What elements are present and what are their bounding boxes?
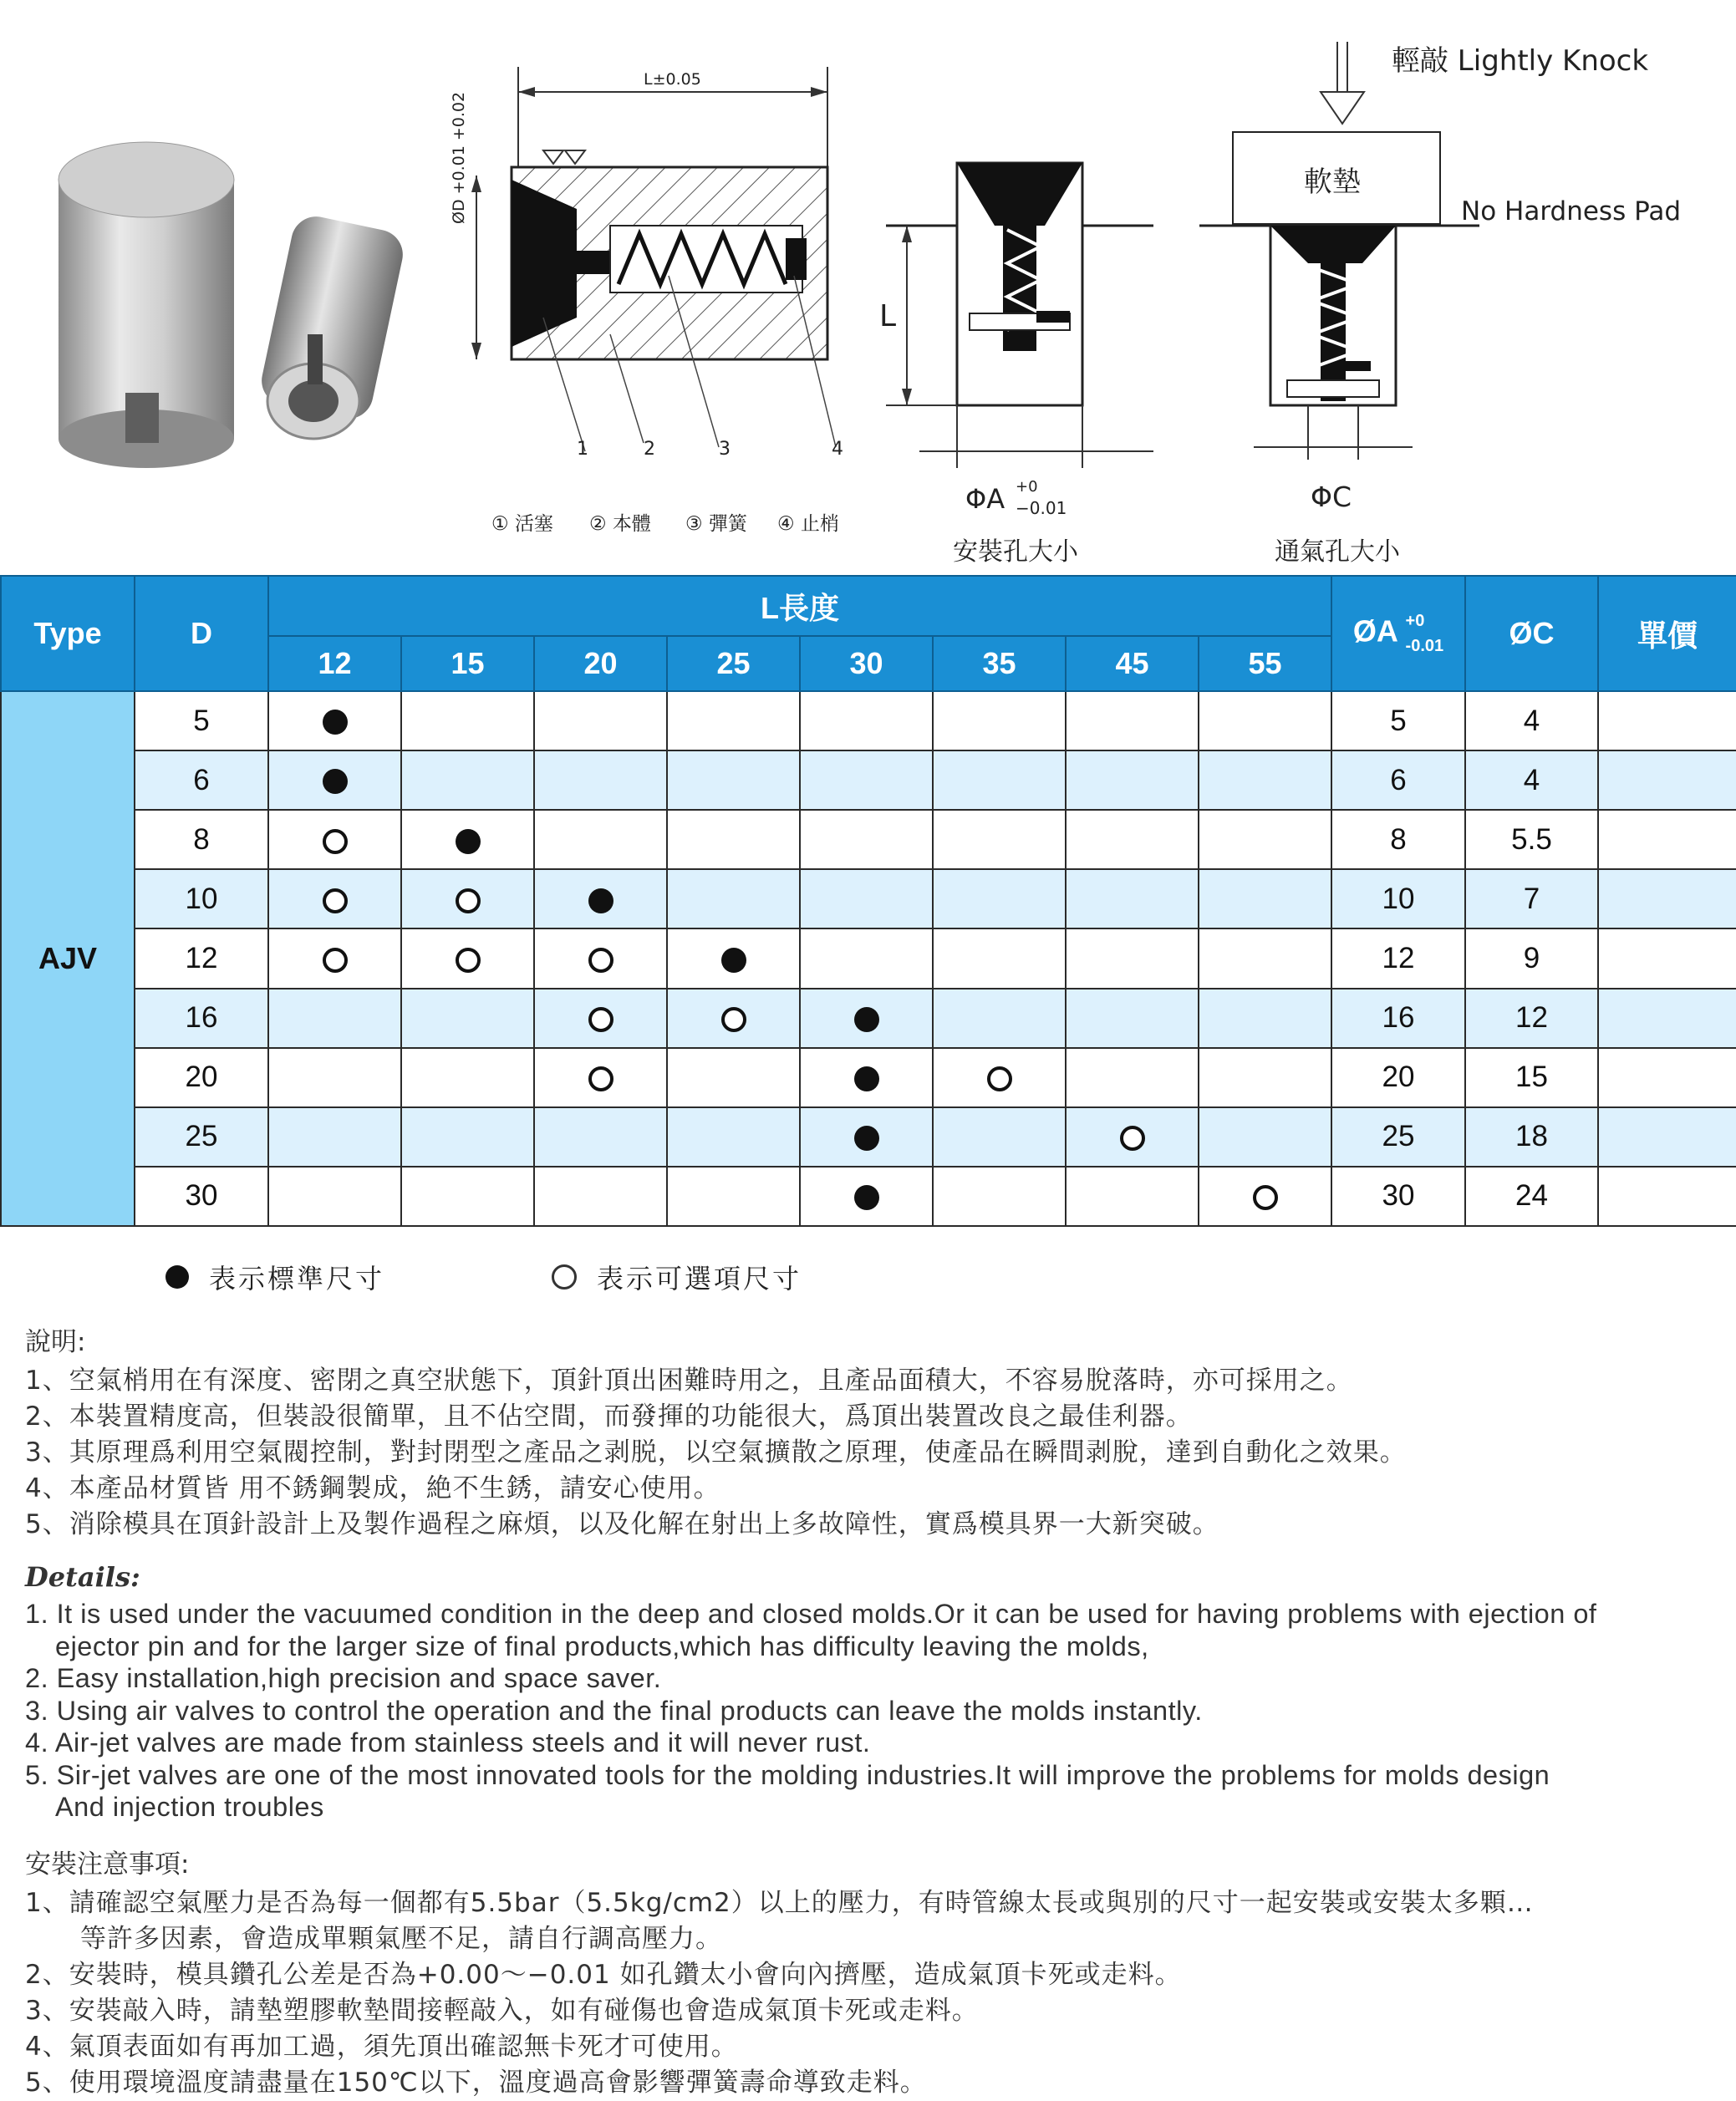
availability-cell xyxy=(1199,928,1331,988)
details-item: And injection troubles xyxy=(55,1792,324,1822)
details-item: 4. Air-jet valves are made from stainless steels and it will never rust. xyxy=(25,1727,871,1758)
install-item: 2、安裝時，模具鑽孔公差是否為+0.00～−0.01 如孔鑽太小會向內擠壓，造成氣頂卡死或走料。 xyxy=(25,1960,1182,1990)
optional-circle-icon xyxy=(588,1007,613,1032)
a-value: 8 xyxy=(1331,810,1465,869)
d-label: ØD +0.01 +0.02 xyxy=(450,91,468,224)
explanation-item: 1、空氣梢用在有深度、密閉之真空狀態下，頂針頂出困難時用之，且產品面積大，不容易脫落時，亦可採用之。 xyxy=(25,1366,1353,1396)
availability-cell xyxy=(1199,869,1331,928)
l-col-header: 20 xyxy=(534,636,667,691)
standard-dot-icon xyxy=(165,1265,189,1289)
a-header-label: ØA xyxy=(1352,613,1397,649)
availability-cell xyxy=(667,750,800,810)
availability-cell xyxy=(401,810,534,869)
details-title: Details: xyxy=(25,1561,140,1593)
standard-dot-icon xyxy=(721,948,746,973)
part-number-2: 2 xyxy=(644,439,655,460)
l-header: L長度 xyxy=(268,576,1331,636)
spec-row xyxy=(1,928,1736,988)
part-number-4: 4 xyxy=(832,439,843,460)
availability-cell xyxy=(534,750,667,810)
availability-cell xyxy=(933,691,1066,750)
availability-cell xyxy=(268,1167,401,1226)
availability-cell xyxy=(1199,810,1331,869)
availability-cell xyxy=(1066,810,1199,869)
availability-cell xyxy=(268,989,401,1048)
l-label: L xyxy=(879,299,897,333)
spec-row xyxy=(1,1107,1736,1167)
phi-a-label: ΦA xyxy=(965,483,1005,515)
availability-cell xyxy=(401,691,534,750)
vent-hole-drawing xyxy=(1199,42,1479,460)
availability-cell xyxy=(800,869,933,928)
availability-cell xyxy=(667,1048,800,1107)
l-col-header: 25 xyxy=(667,636,800,691)
l-col-header: 55 xyxy=(1199,636,1331,691)
c-header: ØC xyxy=(1465,576,1598,691)
d-value: 16 xyxy=(135,989,268,1048)
availability-cell xyxy=(268,869,401,928)
c-value: 12 xyxy=(1465,989,1598,1048)
details-section xyxy=(25,1561,1596,1824)
availability-cell xyxy=(933,928,1066,988)
a-value: 20 xyxy=(1331,1048,1465,1107)
availability-cell xyxy=(933,810,1066,869)
availability-cell xyxy=(401,928,534,988)
availability-cell xyxy=(1066,1048,1199,1107)
availability-cell xyxy=(1199,1048,1331,1107)
price-value xyxy=(1598,989,1736,1048)
product-photo-large xyxy=(59,142,234,468)
availability-cell xyxy=(667,869,800,928)
install-hole-drawing xyxy=(886,163,1153,468)
install-hole-label: 安裝孔大小 xyxy=(953,537,1078,567)
phi-a-tol-lower: −0.01 xyxy=(1016,498,1067,518)
a-header-tol-lower: -0.01 xyxy=(1405,637,1444,655)
price-value xyxy=(1598,1167,1736,1226)
availability-cell xyxy=(667,989,800,1048)
optional-circle-icon xyxy=(323,948,348,973)
spec-table-body xyxy=(1,691,1736,1226)
availability-cell xyxy=(800,1048,933,1107)
availability-cell xyxy=(268,928,401,988)
c-value: 5.5 xyxy=(1465,810,1598,869)
availability-cell xyxy=(800,928,933,988)
spec-row xyxy=(1,869,1736,928)
availability-cell xyxy=(268,1048,401,1107)
d-value: 6 xyxy=(135,750,268,810)
part-legend-3: ③ 彈簧 xyxy=(685,513,747,535)
phi-a-tol-upper: +0 xyxy=(1016,478,1038,496)
spec-row xyxy=(1,810,1736,869)
availability-cell xyxy=(1066,750,1199,810)
price-value xyxy=(1598,750,1736,810)
details-item: 2. Easy installation,high precision and space saver. xyxy=(25,1663,662,1693)
a-value: 25 xyxy=(1331,1107,1465,1167)
price-value xyxy=(1598,1048,1736,1107)
part-number-1: 1 xyxy=(577,439,588,460)
explanation-item: 4、本產品材質皆 用不銹鋼製成，絶不生銹，請安心使用。 xyxy=(25,1473,720,1503)
install-section xyxy=(25,1843,1534,2101)
availability-cell xyxy=(1066,869,1199,928)
d-header: D xyxy=(135,576,268,691)
c-value: 18 xyxy=(1465,1107,1598,1167)
availability-cell xyxy=(667,1107,800,1167)
knock-label: 輕敲 Lightly Knock xyxy=(1392,44,1649,78)
availability-cell xyxy=(800,691,933,750)
availability-cell xyxy=(667,1167,800,1226)
optional-circle-icon xyxy=(456,948,481,973)
l-col-header: 35 xyxy=(933,636,1066,691)
details-item: ejector pin and for the larger size of final products,which has difficulty leaving the molds, xyxy=(55,1630,1149,1661)
spec-table xyxy=(0,575,1736,1227)
price-value xyxy=(1598,810,1736,869)
optional-circle-icon xyxy=(588,948,613,973)
availability-cell xyxy=(401,1107,534,1167)
availability-cell xyxy=(933,989,1066,1048)
d-value: 10 xyxy=(135,869,268,928)
technical-drawing xyxy=(0,0,1736,577)
availability-cell xyxy=(401,1167,534,1226)
standard-dot-icon xyxy=(456,829,481,854)
phi-c-label: ΦC xyxy=(1311,481,1352,513)
availability-cell xyxy=(401,869,534,928)
a-value: 5 xyxy=(1331,691,1465,750)
price-value xyxy=(1598,869,1736,928)
install-item: 3、安裝敲入時，請墊塑膠軟墊間接輕敲入，如有碰傷也會造成氣頂卡死或走料。 xyxy=(25,1996,979,2026)
availability-cell xyxy=(1199,989,1331,1048)
availability-cell xyxy=(534,989,667,1048)
spec-row xyxy=(1,750,1736,810)
install-item: 5、使用環境溫度請盡量在150℃以下，溫度過高會影響彈簧壽命導致走料。 xyxy=(25,2068,927,2098)
explanation-item: 3、其原理爲利用空氣閥控制，對封閉型之產品之剥脱，以空氣擴散之原理，使產品在瞬間剥脫，達到自動化之效果。 xyxy=(25,1437,1407,1468)
part-legend-2: ② 本體 xyxy=(589,513,651,535)
d-value: 12 xyxy=(135,928,268,988)
a-header xyxy=(1331,576,1465,691)
details-item: 5. Sir-jet valves are one of the most innovated tools for the molding industries.It will improve the problems for molds design xyxy=(25,1759,1550,1790)
price-value xyxy=(1598,928,1736,988)
a-header-tol-upper: +0 xyxy=(1405,612,1425,630)
a-value: 16 xyxy=(1331,989,1465,1048)
part-number-3: 3 xyxy=(719,439,731,460)
install-item: 4、氣頂表面如有再加工過，須先頂出確認無卡死才可使用。 xyxy=(25,2032,738,2062)
availability-cell xyxy=(800,750,933,810)
legend-optional xyxy=(552,1258,802,1296)
l-col-header: 30 xyxy=(800,636,933,691)
a-value: 30 xyxy=(1331,1167,1465,1226)
optional-circle-icon xyxy=(1120,1126,1145,1151)
a-value: 12 xyxy=(1331,928,1465,988)
install-title: 安裝注意事項: xyxy=(25,1849,190,1880)
install-item: 等許多因素，會造成單顆氣壓不足，請自行調高壓力。 xyxy=(80,1924,722,1954)
standard-dot-icon xyxy=(854,1007,879,1032)
availability-cell xyxy=(268,810,401,869)
optional-circle-icon xyxy=(1253,1185,1278,1210)
install-item: 1、請確認空氣壓力是否為每一個都有5.5bar（5.5kg/cm2）以上的壓力，有時管線太長或與別的尺寸一起安裝或安裝太多顆… xyxy=(25,1888,1534,1918)
price-value xyxy=(1598,1107,1736,1167)
availability-cell xyxy=(1199,691,1331,750)
availability-cell xyxy=(268,1107,401,1167)
availability-cell xyxy=(534,1048,667,1107)
standard-dot-icon xyxy=(854,1185,879,1210)
availability-cell xyxy=(534,810,667,869)
standard-dot-icon xyxy=(854,1066,879,1091)
availability-cell xyxy=(1066,1167,1199,1226)
d-value: 5 xyxy=(135,691,268,750)
price-header: 單價 xyxy=(1598,576,1736,691)
vent-hole-label: 通氣孔大小 xyxy=(1275,537,1400,567)
c-value: 9 xyxy=(1465,928,1598,988)
price-value xyxy=(1598,691,1736,750)
availability-cell xyxy=(268,691,401,750)
optional-circle-icon xyxy=(721,1007,746,1032)
explanation-title: 說明: xyxy=(25,1327,86,1357)
optional-circle-icon xyxy=(552,1264,577,1290)
availability-cell xyxy=(401,750,534,810)
availability-cell xyxy=(1199,1167,1331,1226)
d-value: 30 xyxy=(135,1167,268,1226)
explanation-item: 5、消除模具在頂針設計上及製作過程之麻煩，以及化解在射出上多故障性，實爲模具界一大新突破。 xyxy=(25,1509,1219,1539)
details-item: 1. It is used under the vacuumed condition in the deep and closed molds.Or it can be used for having problems with ejection of xyxy=(25,1599,1597,1629)
availability-cell xyxy=(401,989,534,1048)
standard-dot-icon xyxy=(323,769,348,794)
availability-cell xyxy=(800,989,933,1048)
availability-cell xyxy=(1199,750,1331,810)
standard-dot-icon xyxy=(854,1126,879,1151)
standard-dot-icon xyxy=(588,888,613,913)
cross-section-drawing xyxy=(471,67,836,451)
optional-circle-icon xyxy=(323,829,348,854)
a-value: 6 xyxy=(1331,750,1465,810)
drawing-area xyxy=(0,0,1736,577)
availability-cell xyxy=(1066,691,1199,750)
c-value: 24 xyxy=(1465,1167,1598,1226)
availability-cell xyxy=(933,1048,1066,1107)
availability-cell xyxy=(401,1048,534,1107)
spec-row xyxy=(1,989,1736,1048)
details-item: 3. Using air valves to control the operation and the final products can leave the molds instantly. xyxy=(25,1695,1203,1726)
availability-cell xyxy=(667,928,800,988)
availability-cell xyxy=(933,1107,1066,1167)
optional-circle-icon xyxy=(987,1066,1012,1091)
l-col-header: 45 xyxy=(1066,636,1199,691)
optional-circle-icon xyxy=(456,888,481,913)
availability-cell xyxy=(800,1167,933,1226)
legend-optional-text: 表示可選項尺寸 xyxy=(597,1263,802,1295)
pad-label: 軟墊 xyxy=(1304,165,1361,199)
optional-circle-icon xyxy=(588,1066,613,1091)
availability-cell xyxy=(667,691,800,750)
l-tolerance-label: L±0.05 xyxy=(644,70,701,89)
availability-cell xyxy=(534,1107,667,1167)
availability-cell xyxy=(1066,1107,1199,1167)
c-value: 4 xyxy=(1465,750,1598,810)
legend-standard-text: 表示標準尺寸 xyxy=(209,1263,385,1295)
l-col-header: 15 xyxy=(401,636,534,691)
d-value: 25 xyxy=(135,1107,268,1167)
legend-standard xyxy=(165,1258,384,1296)
availability-cell xyxy=(933,869,1066,928)
spec-row xyxy=(1,1048,1736,1107)
availability-cell xyxy=(1199,1107,1331,1167)
availability-cell xyxy=(933,1167,1066,1226)
availability-cell xyxy=(800,810,933,869)
availability-cell xyxy=(534,928,667,988)
availability-cell xyxy=(1066,928,1199,988)
availability-cell xyxy=(800,1107,933,1167)
c-value: 4 xyxy=(1465,691,1598,750)
standard-dot-icon xyxy=(323,710,348,735)
no-hardness-label: No Hardness Pad xyxy=(1461,196,1682,226)
part-legend-4: ④ 止梢 xyxy=(777,513,839,535)
type-value: AJV xyxy=(1,691,135,1226)
availability-cell xyxy=(268,750,401,810)
availability-cell xyxy=(534,869,667,928)
availability-cell xyxy=(667,810,800,869)
availability-cell xyxy=(933,750,1066,810)
c-value: 15 xyxy=(1465,1048,1598,1107)
a-value: 10 xyxy=(1331,869,1465,928)
d-value: 20 xyxy=(135,1048,268,1107)
explanation-section xyxy=(25,1320,1407,1543)
explanation-item: 2、本裝置精度高，但裝設很簡單，且不佔空間，而發揮的功能很大，爲頂出裝置改良之最佳利器。 xyxy=(25,1402,1193,1432)
c-value: 7 xyxy=(1465,869,1598,928)
part-legend-1: ① 活塞 xyxy=(491,513,553,535)
spec-row xyxy=(1,1167,1736,1226)
l-col-header: 12 xyxy=(268,636,401,691)
availability-cell xyxy=(534,691,667,750)
spec-row xyxy=(1,691,1736,750)
optional-circle-icon xyxy=(323,888,348,913)
type-header: Type xyxy=(1,576,135,691)
product-photo-small xyxy=(257,212,408,439)
d-value: 8 xyxy=(135,810,268,869)
availability-cell xyxy=(534,1167,667,1226)
availability-cell xyxy=(1066,989,1199,1048)
